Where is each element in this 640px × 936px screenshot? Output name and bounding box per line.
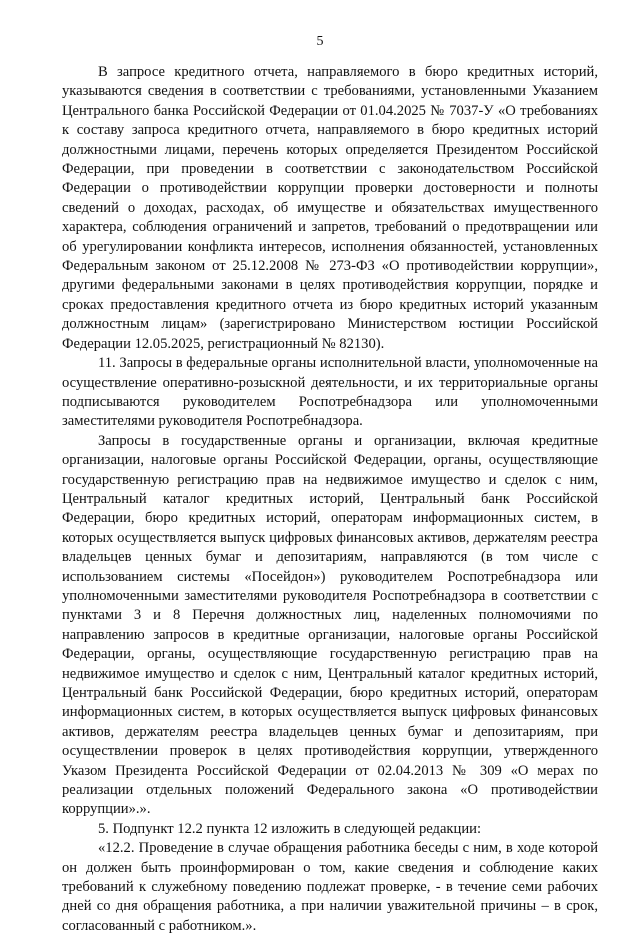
paragraph-subitem-12-2: «12.2. Проведение в случае обращения работника беседы с ним, в ходе которой он должен быть проинформирован о том, какие сведения и соблюдение каких требований к служебному поведению подлежат проверке, - в течение семи рабочих дней со дня обращения работника, а при наличии уважительной причины – в срок, согласованный с работником.». (62, 840, 598, 934)
paragraph-credit-report-request: В запросе кредитного отчета, направляемого в бюро кредитных историй, указываются сведения в соответствии с требованиями, установленными Указанием Центрального банка Российской Федерации от 01.04.2025 № 7037-У «О требованиях к составу запроса кредитного отчета, направляемого в бюро кредитных историй должностными лицами, перечень которых определяется Президентом Российской Федерации, при проведении в соответствии с законодательством Российской Федерации о противодействии коррупции проверки достоверности и полноты сведений о доходах, расходах, об имуществе и обязательствах имущественного характера, соблюдения ограничений и запретов, требований о предотвращении или об урегулировании конфликта интересов, исполнения обязанностей, установленных Федеральным законом от 25.12.2008 № 273-ФЗ «О противодействии коррупции», другими федеральными законами в целях противодействия коррупции, порядке и сроках предоставления кредитного отчета из бюро кредитных историй указанным должностным лицам» (зарегистрировано Министерством юстиции Российской Федерации 12.05.2025, регистрационный № 82130). (62, 64, 598, 352)
paragraph-item-5: 5. Подпункт 12.2 пункта 12 изложить в следующей редакции: (98, 820, 482, 837)
document-body (62, 63, 598, 936)
paragraph-item-11: 11. Запросы в федеральные органы исполнительной власти, уполномоченные на осуществление оперативно-розыскной деятельности, и их территориальные органы подписываются руководителем Роспотребнадзора или уполномоченными заместителями руководителя Роспотребнадзора. (62, 355, 598, 430)
page-number: 5 (316, 34, 324, 49)
paragraph-requests-to-organizations: Запросы в государственные органы и организации, включая кредитные организации, налоговые органы Российской Федерации, органы, осуществляющие государственную регистрацию прав на недвижимое имущество и сделок с ним, Центральный каталог кредитных историй, Центральный банк Российской Федерации, бюро кредитных историй, операторам информационных систем, в которых осуществляется выпуск цифровых финансовых активов, держателям реестра владельцев ценных бумаг и депозитариям, направляются (в том числе с использованием системы «Посейдон») руководителем Роспотребнадзора или уполномоченными заместителями руководителя Роспотребнадзора в соответствии с пунктами 3 и 8 Перечня должностных лиц, наделенных полномочиями по направлению запросов в кредитные организации, налоговые органы Российской Федерации, органы, осуществляющие государственную регистрацию прав на недвижимое имущество и сделок с ним, Центральный каталог кредитных историй, Центральный банк Российской Федерации, бюро кредитных историй, операторам информационных систем, в которых осуществляется выпуск цифровых финансовых активов, держателям реестра владельцев ценных бумаг и депозитариям, при осуществлении проверок в целях противодействия коррупции, утвержденного Указом Президента Российской Федерации от 02.04.2013 № 309 «О мерах по реализации отдельных положений Федерального закона «О противодействии коррупции».». (62, 432, 598, 818)
